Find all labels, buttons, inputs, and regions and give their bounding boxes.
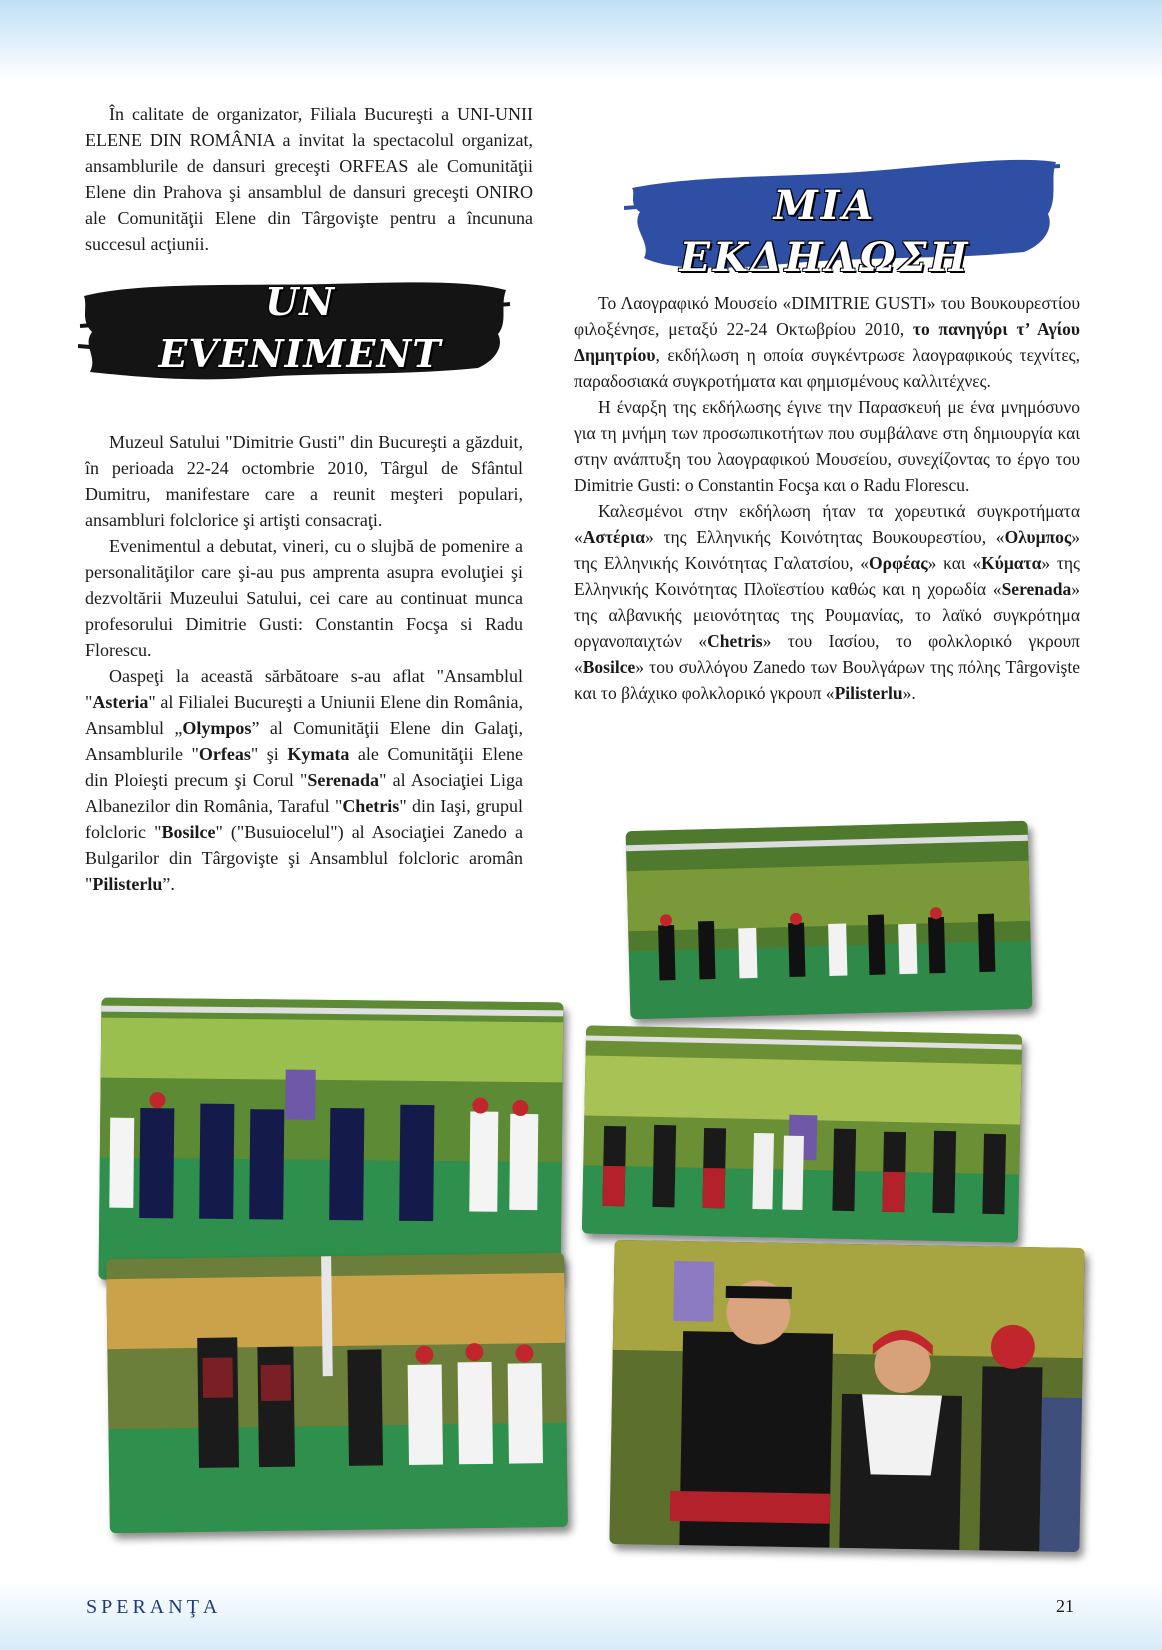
intro-paragraph: În calitate de organizator, Filiala Bucureşti a UNI-UNII ELENE DIN ROMÂNIA a invitat la spectacolul organizat, ansamblurile de dansuri greceşti ORFEAS ale Comunităţii Elene din Prahova şi ansamblul de dansuri greceşti ONIRO ale Comunităţii Elene din Târgovişte pentru a încununa succesul acţiunii. <box>85 104 533 254</box>
top-gradient-band <box>0 0 1162 80</box>
right-paragraph-1: Το Λαογραφικό Μουσείο «DIMITRIE GUSTI» του Βουκουρεστίου φιλοξένησε, μεταξύ 22-24 Οκτωβρίου 2010, το πανηγύρι τ’ Αγίου Δημητρίου, εκδήλωση η οποία συγκέντρωσε λαογραφικούς τεχνίτες, παραδοσιακά συγκροτήματα και φημισμένους καλλιτέχνες. <box>574 293 1080 391</box>
left-title-line1: UN <box>265 279 335 324</box>
left-paragraph-1: Muzeul Satului "Dimitrie Gusti" din Bucureşti a găzduit, în perioada 22-24 octombrie 2010, Târgul de Sfântul Dumitru, manifestare care a reunit meşteri populari, ansambluri folclorice şi artişti consacraţi. <box>85 432 523 530</box>
right-paragraph-2: Η έναρξη της εκδήλωσης έγινε την Παρασκευή με ένα μνημόσυνο για τη μνήμη των προσωπικοτήτων που συμβάλανε στη δημιουργία και στην ανάπτυξη του λαογραφικού Μουσείου, συνεχίζοντας το έργο του Dimitrie Gusti: ο Constantin Focşa και ο Radu Florescu. <box>574 397 1080 495</box>
left-article-title <box>90 276 510 380</box>
photo-dancers-bottom-left <box>106 1253 568 1533</box>
left-article-column <box>85 429 523 897</box>
photo-dance-line-right <box>582 1025 1022 1242</box>
right-paragraph-3: Καλεσμένοι στην εκδήλωση ήταν τα χορευτικά συγκροτήματα «Αστέρια» της Ελληνικής Κοινότητας Βουκουρεστίου, «Ολυμπος» της Ελληνικής Κοινότητας Γαλατσίου, «Ορφέας» και «Κύματα» της Ελληνικής Κοινότητας Πλοϊεστίου καθώς και η χορωδία «Serenada» της αλβανικής μειονότητας της Ρουμανίας, το λαϊκό συγκρότημα οργανοπαιχτών «Chetris» του Ιασίου, το φολκλορικό γκρουπ «Bosilce» του συλλόγου Zanedo των Βουλγάρων της πόλης Târgovişte και το βλάχικο φολκλορικό γκρουπ «Pilisterlu». <box>574 501 1080 703</box>
left-paragraph-3: Oaspeţi la această sărbătoare s-au aflat "Ansamblul "Asteria" al Filialei Bucureşti a Uniunii Elene din România, Ansamblul „Olympos” al Comunităţii Elene din Galaţi, Ansamblurile "Orfeas" şi Kymata ale Comunităţii Elene din Ploieşti precum şi Corul "Serenada" al Asociaţiei Liga Albanezilor din România, Taraful "Chetris" din Iaşi, grupul folcloric "Bosilce" ("Busuiocelul") al Asociaţiei Zanedo a Bulgarilor din Târgovişte şi Ansamblul folcloric aromân "Pilisterlu”. <box>85 666 523 894</box>
footer-page-number: 21 <box>1056 1596 1074 1616</box>
footer-magazine-name: SPERANŢA <box>86 1596 222 1618</box>
photo-dance-circle-left <box>99 998 564 1285</box>
left-title-line2: EVENIMENT <box>158 331 442 376</box>
intro-column <box>85 101 533 257</box>
right-article-title: ΜΙΑ ΕΚΔΗΛΩΣΗ <box>679 182 971 281</box>
right-article-column <box>574 290 1080 706</box>
photo-dancers-closeup <box>609 1240 1084 1552</box>
photo-dance-circle-top-right <box>626 821 1033 1019</box>
left-paragraph-2: Evenimentul a debutat, vineri, cu o slujbă de pomenire a personalităţilor care şi-au pus amprenta asupra evoluţiei şi dezvoltării Muzeului Satului, cei care au continuat munca profesorului Dimitrie Gusti: Constantin Focşa si Radu Florescu. <box>85 536 523 660</box>
